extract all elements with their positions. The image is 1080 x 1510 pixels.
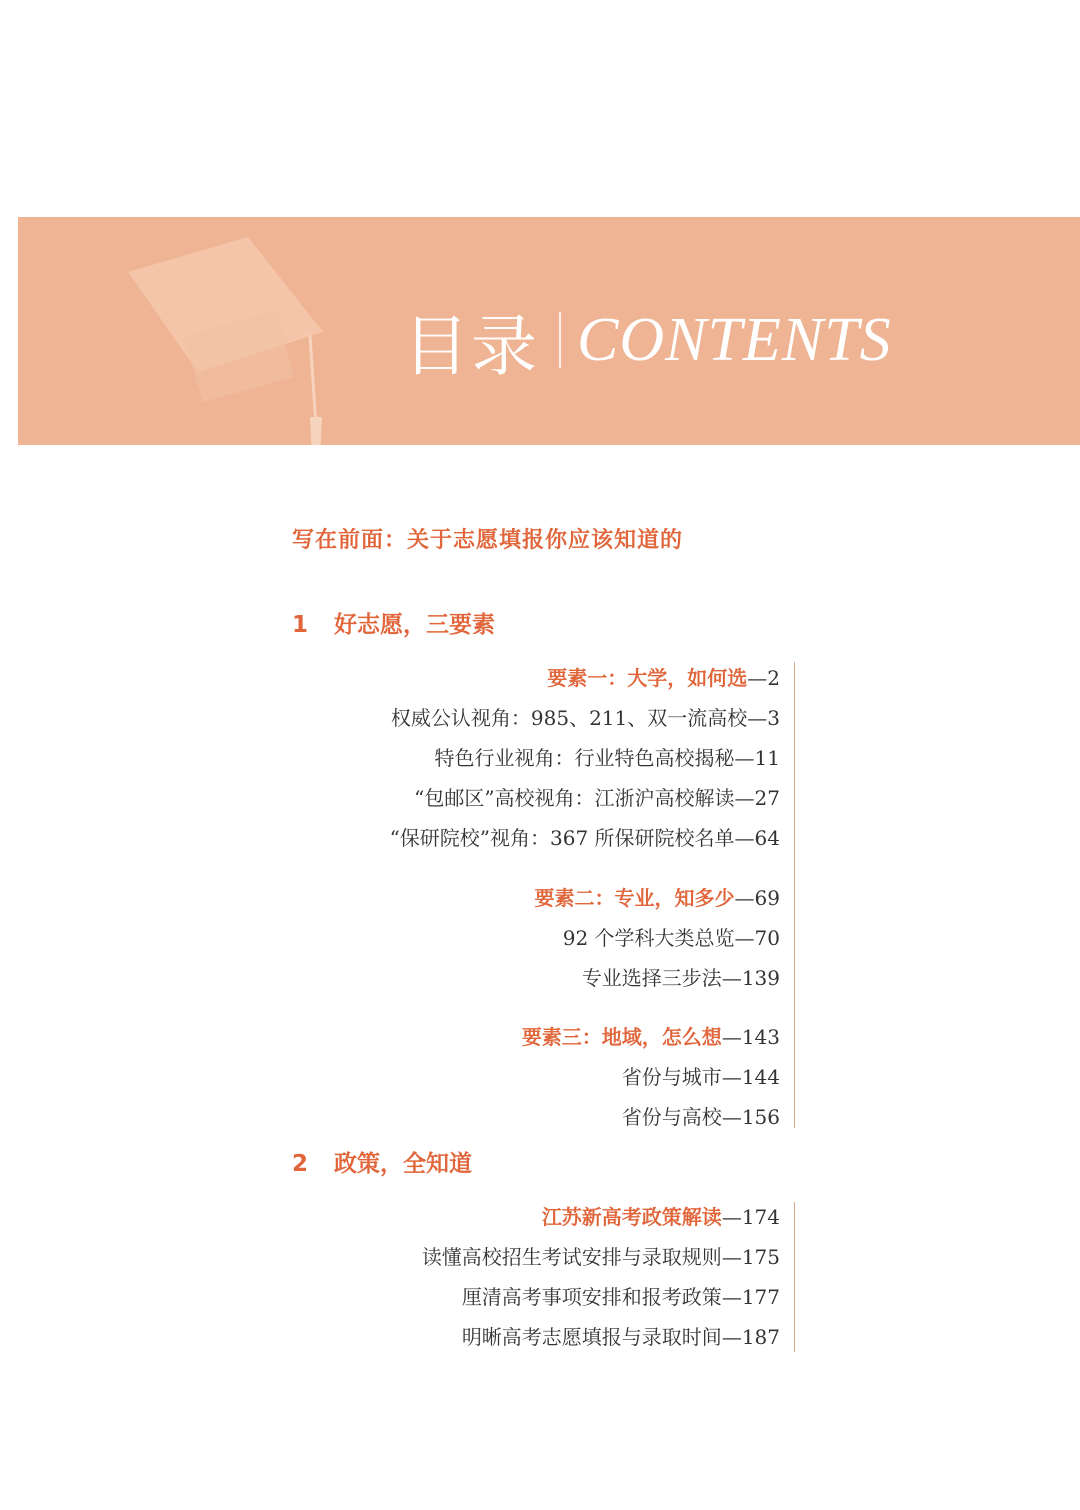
- toc-entry[interactable]: 权威公认视角：985、211、双一流高校—3: [390, 706, 780, 730]
- section-heading-1[interactable]: [292, 606, 495, 639]
- toc-entry-subsection[interactable]: 江苏新高考政策解读—174: [541, 1205, 780, 1229]
- toc-entry-subsection[interactable]: 要素三：地域，怎么想—143: [521, 1025, 780, 1049]
- section-2-rule: [794, 1202, 795, 1352]
- section-1-rule: [794, 662, 795, 1128]
- graduation-cap-icon: [128, 237, 348, 445]
- contents-title: [403, 295, 892, 385]
- section-heading-2[interactable]: [292, 1145, 472, 1178]
- toc-entry[interactable]: 厘清高考事项安排和报考政策—177: [461, 1285, 780, 1309]
- title-divider: [559, 312, 561, 368]
- section-number: 2: [292, 1151, 309, 1177]
- toc-entry[interactable]: 明晰高考志愿填报与录取时间—187: [461, 1325, 780, 1349]
- toc-entry[interactable]: 省份与城市—144: [621, 1065, 780, 1089]
- contents-banner: [18, 217, 1080, 445]
- toc-entry[interactable]: 专业选择三步法—139: [581, 966, 780, 990]
- toc-entry[interactable]: 特色行业视角：行业特色高校揭秘—11: [434, 746, 780, 770]
- section-title: 好志愿，三要素: [334, 612, 495, 638]
- toc-entry-subsection[interactable]: 要素二：专业，知多少—69: [534, 886, 780, 910]
- toc-entry[interactable]: 92 个学科大类总览—70: [562, 926, 780, 950]
- toc-entry[interactable]: 读懂高校招生考试安排与录取规则—175: [421, 1245, 780, 1269]
- toc-entry[interactable]: “包邮区”高校视角：江浙沪高校解读—27: [414, 786, 780, 810]
- section-title: 政策，全知道: [334, 1151, 472, 1177]
- toc-entry[interactable]: 省份与高校—156: [621, 1105, 780, 1129]
- toc-entry[interactable]: “保研院校”视角：367 所保研院校名单—64: [389, 826, 780, 850]
- toc-entry-subsection[interactable]: 要素一：大学，如何选—2: [547, 666, 780, 690]
- preface-heading[interactable]: 写在前面：关于志愿填报你应该知道的: [292, 528, 684, 553]
- title-english: CONTENTS: [577, 305, 892, 374]
- title-chinese: 目录: [403, 307, 539, 385]
- section-number: 1: [292, 612, 309, 638]
